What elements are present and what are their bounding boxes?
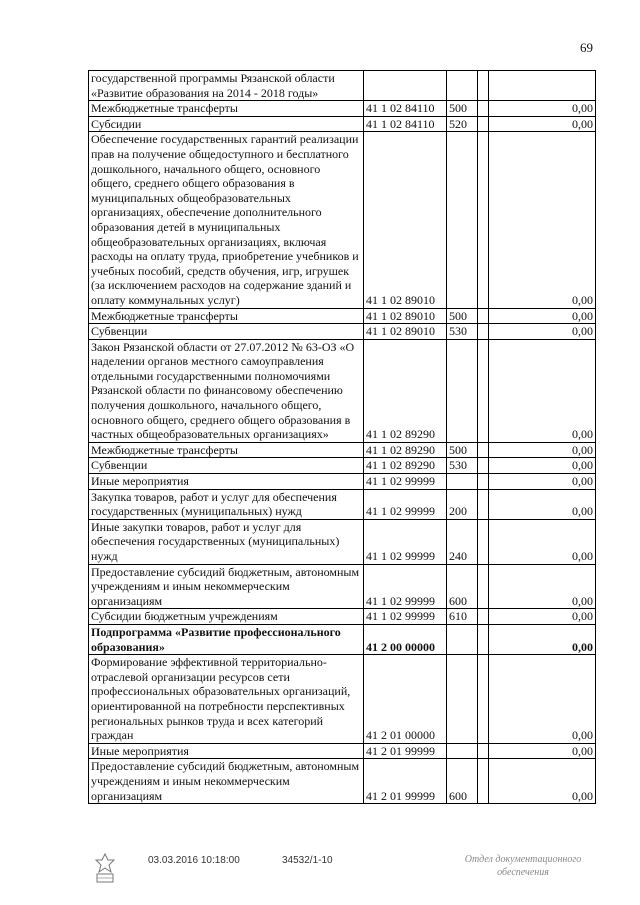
cell-name: Иные мероприятия <box>89 743 364 759</box>
cell-target-code: 41 2 00 00000 <box>364 624 447 654</box>
cell-amount: 0,00 <box>489 101 596 117</box>
cell-expense-type: 530 <box>447 324 478 340</box>
cell-blank <box>478 324 489 340</box>
cell-blank <box>478 759 489 804</box>
cell-name: Подпрограмма «Развитие профессионального образования» <box>89 624 364 654</box>
cell-blank <box>478 339 489 442</box>
cell-expense-type: 530 <box>447 458 478 474</box>
cell-name: Закупка товаров, работ и услуг для обеспечения государственных (муниципальных) нужд <box>89 489 364 519</box>
cell-amount: 0,00 <box>489 564 596 609</box>
cell-name: Закон Рязанской области от 27.07.2012 № 63-ОЗ «О наделении органов местного самоуправления отдельными государственными полномочиями Рязанской области по финансовому обеспечению получения дошкольного, начального общего, основного общего, среднего общего образования в частных общеобразовательных организациях» <box>89 339 364 442</box>
cell-target-code: 41 1 02 99999 <box>364 519 447 564</box>
cell-blank <box>478 519 489 564</box>
table-row <box>89 339 596 442</box>
cell-amount: 0,00 <box>489 442 596 458</box>
footer-doc-number: 34532/1-10 <box>282 855 333 866</box>
cell-amount: 0,00 <box>489 759 596 804</box>
cell-target-code: 41 2 01 99999 <box>364 759 447 804</box>
footer-datetime: 03.03.2016 10:18:00 <box>148 855 240 866</box>
cell-target-code: 41 1 02 99999 <box>364 609 447 625</box>
table-row <box>89 519 596 564</box>
cell-amount: 0,00 <box>489 116 596 132</box>
department-stamp <box>448 853 598 879</box>
table-row <box>89 759 596 804</box>
cell-expense-type <box>447 624 478 654</box>
cell-name: Иные закупки товаров, работ и услуг для обеспечения государственных (муниципальных) нужд <box>89 519 364 564</box>
cell-name: Иные мероприятия <box>89 474 364 490</box>
cell-name: Межбюджетные трансферты <box>89 442 364 458</box>
cell-expense-type: 500 <box>447 308 478 324</box>
cell-amount: 0,00 <box>489 474 596 490</box>
cell-blank <box>478 458 489 474</box>
cell-blank <box>478 132 489 308</box>
cell-target-code: 41 1 02 89290 <box>364 442 447 458</box>
cell-expense-type: 520 <box>447 116 478 132</box>
cell-blank <box>478 743 489 759</box>
cell-blank <box>478 116 489 132</box>
cell-expense-type <box>447 339 478 442</box>
cell-blank <box>478 308 489 324</box>
cell-blank <box>478 564 489 609</box>
table-row <box>89 609 596 625</box>
cell-expense-type: 600 <box>447 564 478 609</box>
cell-expense-type <box>447 743 478 759</box>
table-row <box>89 116 596 132</box>
cell-name: Формирование эффективной территориально-отраслевой организации ресурсов сети профессиональных образовательных организаций, ориентированной на потребности перспективных региональных рынков труда и всех категорий граждан <box>89 655 364 744</box>
table-row <box>89 132 596 308</box>
cell-blank <box>478 655 489 744</box>
table-row <box>89 71 596 101</box>
cell-name: Субсидии <box>89 116 364 132</box>
cell-blank <box>478 101 489 117</box>
cell-expense-type: 500 <box>447 442 478 458</box>
cell-name: Предоставление субсидий бюджетным, автономным учреждениям и иным некоммерческим организациям <box>89 564 364 609</box>
cell-blank <box>478 71 489 101</box>
cell-expense-type: 610 <box>447 609 478 625</box>
cell-amount: 0,00 <box>489 458 596 474</box>
cell-target-code: 41 1 02 84110 <box>364 101 447 117</box>
coat-of-arms-icon <box>92 852 118 884</box>
table-row <box>89 743 596 759</box>
table-row <box>89 308 596 324</box>
cell-target-code: 41 1 02 99999 <box>364 489 447 519</box>
cell-amount <box>489 71 596 101</box>
table-row <box>89 324 596 340</box>
cell-amount: 0,00 <box>489 308 596 324</box>
table-row <box>89 101 596 117</box>
cell-blank <box>478 474 489 490</box>
cell-amount: 0,00 <box>489 655 596 744</box>
cell-blank <box>478 624 489 654</box>
cell-amount: 0,00 <box>489 489 596 519</box>
budget-table <box>88 70 596 804</box>
cell-amount: 0,00 <box>489 743 596 759</box>
table-row <box>89 564 596 609</box>
cell-amount: 0,00 <box>489 132 596 308</box>
cell-amount: 0,00 <box>489 324 596 340</box>
table-row <box>89 624 596 654</box>
cell-target-code: 41 1 02 89010 <box>364 324 447 340</box>
cell-expense-type: 240 <box>447 519 478 564</box>
table-row <box>89 474 596 490</box>
cell-expense-type: 500 <box>447 101 478 117</box>
cell-expense-type: 200 <box>447 489 478 519</box>
cell-name: Субвенции <box>89 458 364 474</box>
cell-name: Субсидии бюджетным учреждениям <box>89 609 364 625</box>
cell-target-code: 41 1 02 89290 <box>364 339 447 442</box>
stamp-line-1: Отдел документационного <box>464 854 582 865</box>
table-row <box>89 655 596 744</box>
cell-target-code: 41 1 02 99999 <box>364 564 447 609</box>
cell-target-code: 41 2 01 99999 <box>364 743 447 759</box>
stamp-line-2: обеспечения <box>497 867 549 878</box>
cell-amount: 0,00 <box>489 339 596 442</box>
cell-name: Межбюджетные трансферты <box>89 101 364 117</box>
cell-expense-type <box>447 474 478 490</box>
cell-target-code: 41 1 02 84110 <box>364 116 447 132</box>
cell-target-code: 41 1 02 89010 <box>364 132 447 308</box>
cell-target-code: 41 2 01 00000 <box>364 655 447 744</box>
table-row <box>89 442 596 458</box>
cell-target-code: 41 1 02 89290 <box>364 458 447 474</box>
cell-blank <box>478 489 489 519</box>
cell-expense-type <box>447 655 478 744</box>
cell-amount: 0,00 <box>489 519 596 564</box>
cell-name: Межбюджетные трансферты <box>89 308 364 324</box>
table-row <box>89 458 596 474</box>
cell-amount: 0,00 <box>489 624 596 654</box>
cell-expense-type <box>447 132 478 308</box>
cell-name: Обеспечение государственных гарантий реализации прав на получение общедоступного и бесплатного дошкольного, начального общего, основного общего, среднего общего образования в муниципальных общеобразовательных организациях, обеспечение дополнительного образования детей в муниципальных общеобразовательных организациях, включая расходы на оплату труда, приобретение учебников и учебных пособий, средств обучения, игр, игрушек (за исключением расходов на содержание зданий и оплату коммунальных услуг) <box>89 132 364 308</box>
cell-target-code <box>364 71 447 101</box>
cell-name: государственной программы Рязанской области «Развитие образования на 2014 - 2018 годы» <box>89 71 364 101</box>
table-row <box>89 489 596 519</box>
cell-target-code: 41 1 02 99999 <box>364 474 447 490</box>
cell-amount: 0,00 <box>489 609 596 625</box>
cell-name: Предоставление субсидий бюджетным, автономным учреждениям и иным некоммерческим организациям <box>89 759 364 804</box>
cell-target-code: 41 1 02 89010 <box>364 308 447 324</box>
cell-expense-type: 600 <box>447 759 478 804</box>
cell-expense-type <box>447 71 478 101</box>
page-number: 69 <box>580 40 593 55</box>
cell-name: Субвенции <box>89 324 364 340</box>
cell-blank <box>478 609 489 625</box>
cell-blank <box>478 442 489 458</box>
